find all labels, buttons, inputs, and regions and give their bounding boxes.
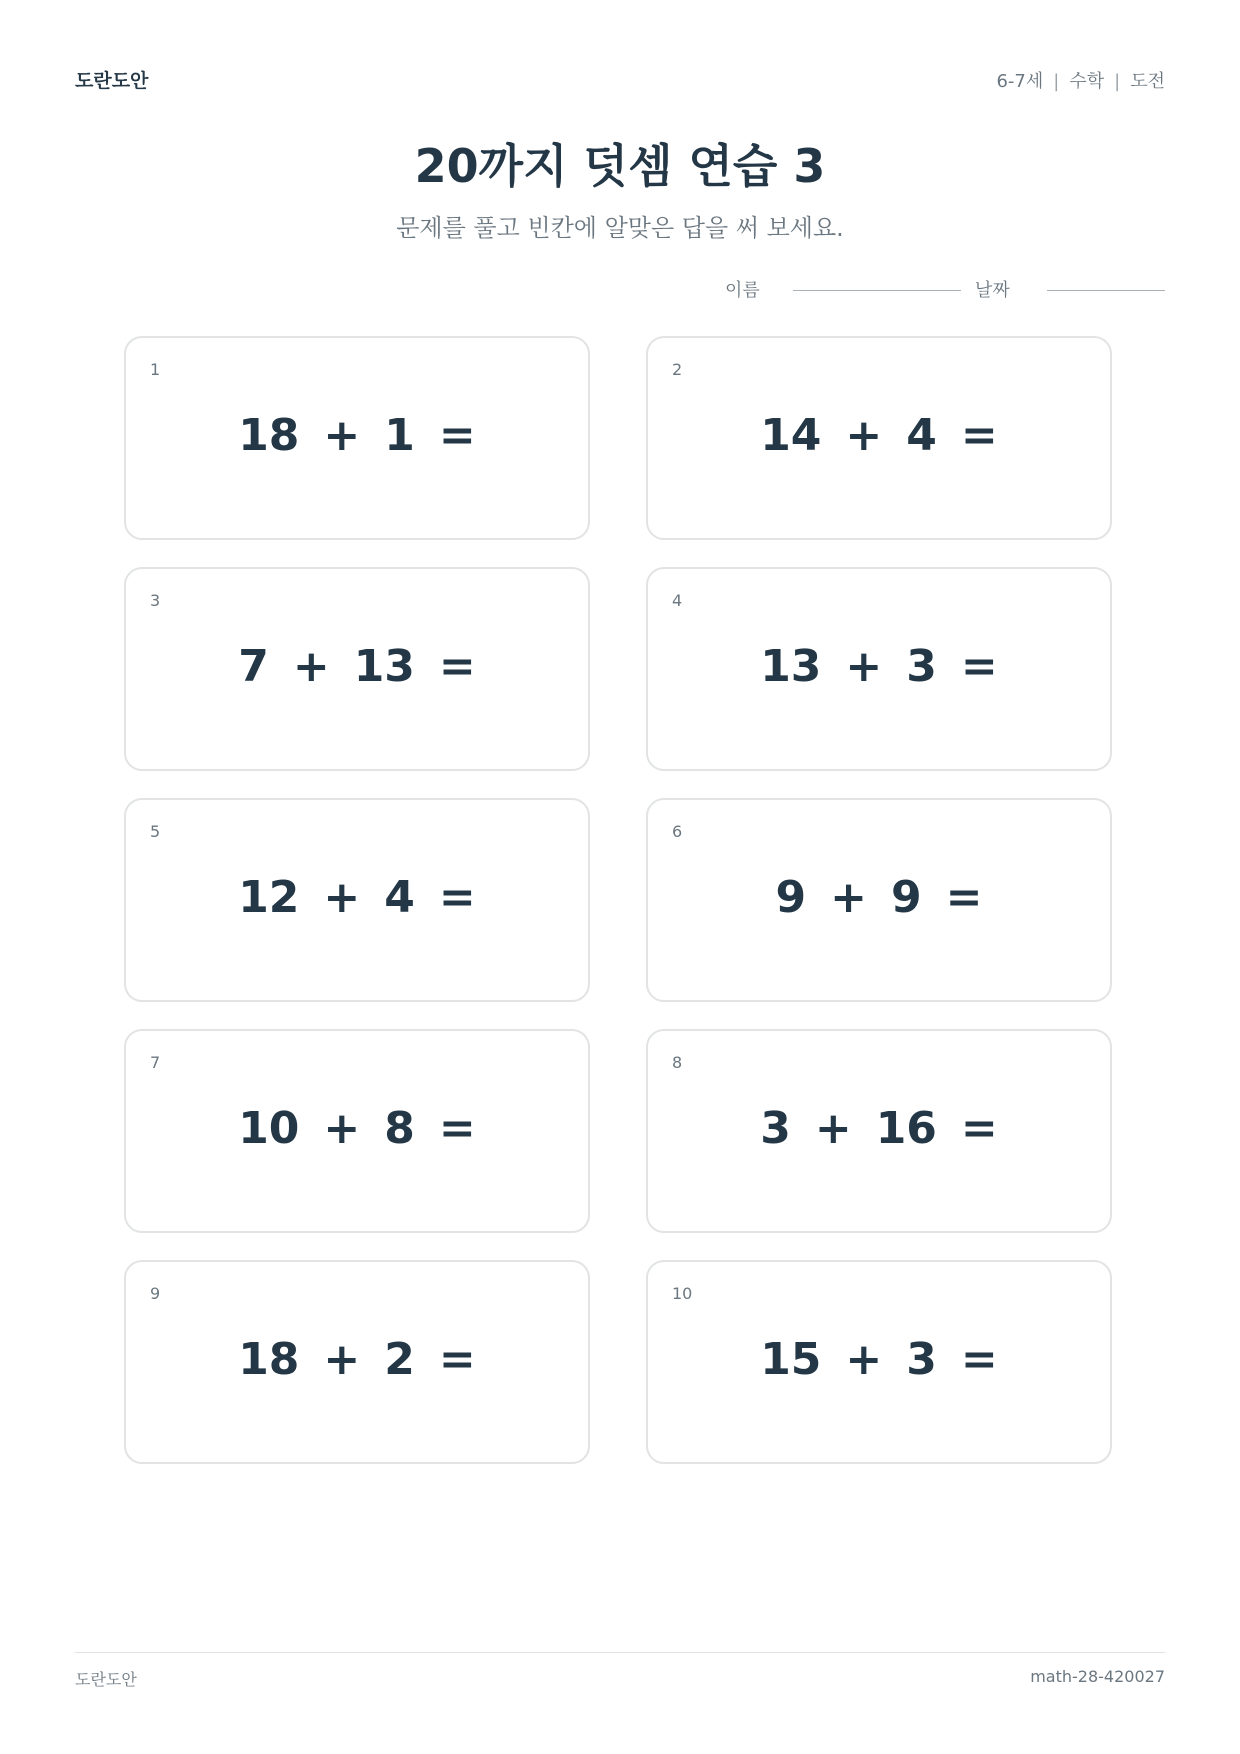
- equals-sign: =: [438, 1334, 476, 1385]
- meta-separator: |: [1114, 71, 1121, 92]
- problem-equation: [648, 872, 1110, 923]
- date-field[interactable]: [1047, 290, 1165, 291]
- page-title: 20까지 덧셈 연습 3: [414, 139, 826, 193]
- plus-sign: +: [292, 641, 330, 692]
- plus-sign: +: [323, 1334, 361, 1385]
- footer-brand: 도란도안: [75, 1670, 137, 1689]
- worksheet-meta: [996, 67, 1165, 93]
- problem-number: 7: [150, 1053, 161, 1072]
- problem-equation: [648, 1334, 1110, 1385]
- plus-sign: +: [323, 410, 361, 461]
- addend-a: 18: [238, 1334, 300, 1385]
- addend-b: 4: [384, 872, 415, 923]
- equals-sign: =: [960, 1103, 998, 1154]
- age-label: 6-7세: [996, 71, 1044, 92]
- name-label: 이름: [725, 280, 760, 301]
- subject-label: 수학: [1069, 71, 1105, 92]
- equals-sign: =: [960, 641, 998, 692]
- equals-sign: =: [960, 1334, 998, 1385]
- problem-card: [124, 567, 590, 771]
- addend-b: 2: [384, 1334, 415, 1385]
- problem-card: [646, 1029, 1112, 1233]
- addend-a: 13: [760, 641, 822, 692]
- problem-number: 6: [672, 822, 683, 841]
- equals-sign: =: [438, 1103, 476, 1154]
- equals-sign: =: [945, 872, 983, 923]
- problem-card: [124, 336, 590, 540]
- problem-card: [646, 1260, 1112, 1464]
- addend-a: 18: [238, 410, 300, 461]
- problem-equation: [648, 410, 1110, 461]
- problem-equation: [648, 1103, 1110, 1154]
- problem-card: [646, 567, 1112, 771]
- addend-b: 4: [906, 410, 937, 461]
- plus-sign: +: [323, 1103, 361, 1154]
- addend-a: 3: [760, 1103, 791, 1154]
- problem-number: 2: [672, 360, 683, 379]
- footer-divider: [75, 1652, 1165, 1653]
- level-label: 도전: [1130, 71, 1165, 92]
- addend-a: 12: [238, 872, 300, 923]
- addend-a: 14: [760, 410, 822, 461]
- problem-equation: [126, 1334, 588, 1385]
- addend-a: 7: [238, 641, 269, 692]
- page-subtitle: 문제를 풀고 빈칸에 알맞은 답을 써 보세요.: [396, 214, 844, 242]
- addend-b: 13: [353, 641, 415, 692]
- equals-sign: =: [438, 410, 476, 461]
- problem-equation: [126, 410, 588, 461]
- problem-equation: [126, 1103, 588, 1154]
- problem-number: 8: [672, 1053, 683, 1072]
- addend-b: 8: [384, 1103, 415, 1154]
- problem-card: [124, 1260, 590, 1464]
- problem-card: [124, 798, 590, 1002]
- problem-card: [646, 336, 1112, 540]
- problem-equation: [648, 641, 1110, 692]
- page-header: [75, 64, 1165, 94]
- problem-number: 1: [150, 360, 161, 379]
- plus-sign: +: [845, 410, 883, 461]
- equals-sign: =: [438, 641, 476, 692]
- addend-b: 3: [906, 1334, 937, 1385]
- name-field[interactable]: [793, 290, 961, 291]
- plus-sign: +: [845, 1334, 883, 1385]
- plus-sign: +: [845, 641, 883, 692]
- problem-equation: [126, 872, 588, 923]
- equals-sign: =: [438, 872, 476, 923]
- problem-number: 9: [150, 1284, 161, 1303]
- brand-logo-text: 도란도안: [75, 70, 149, 92]
- equals-sign: =: [960, 410, 998, 461]
- addend-a: 15: [760, 1334, 822, 1385]
- meta-separator: |: [1053, 71, 1060, 92]
- problem-number: 10: [672, 1284, 693, 1303]
- problem-card: [124, 1029, 590, 1233]
- addend-a: 10: [238, 1103, 300, 1154]
- problem-number: 4: [672, 591, 683, 610]
- problem-equation: [126, 641, 588, 692]
- addend-b: 3: [906, 641, 937, 692]
- addend-b: 9: [891, 872, 922, 923]
- addend-b: 1: [384, 410, 415, 461]
- addend-b: 16: [875, 1103, 937, 1154]
- plus-sign: +: [323, 872, 361, 923]
- name-date-fields: [705, 276, 1165, 302]
- problem-number: 5: [150, 822, 161, 841]
- footer-code: math-28-420027: [1030, 1667, 1165, 1686]
- addend-a: 9: [775, 872, 807, 923]
- plus-sign: +: [814, 1103, 852, 1154]
- date-label: 날짜: [975, 280, 1010, 301]
- plus-sign: +: [830, 872, 867, 923]
- problem-card: [646, 798, 1112, 1002]
- problem-number: 3: [150, 591, 161, 610]
